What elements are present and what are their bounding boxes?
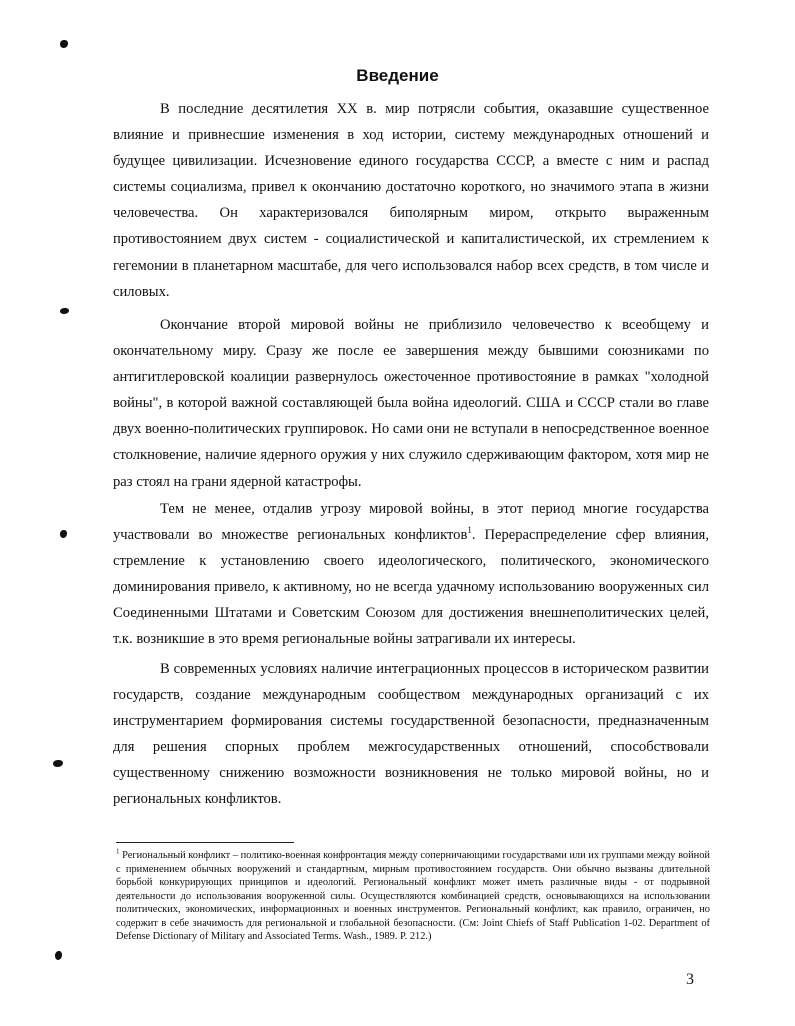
footnote [116, 849, 710, 944]
footnote-divider [116, 842, 294, 843]
paragraph-text-part: Перераспределение сфер влияния, стремление к установлению своего идеологического, политического, экономического доминирования привело, к активному, но не всегда удачному использованию вооруженных сил Соединенными Штатами и Советским Союзом для достижения внешнеполитических целей, т.к. возникшие в это время региональные войны затрагивали их интересы. [113, 527, 709, 648]
paragraph-text: В современных условиях наличие интеграционных процессов в историческом развитии государств, создание международным сообществом международных организаций с их инструментарием формирования системы государственной безопасности, предназначенным для решения спорных проблем межгосударственных отношений, способствовали существенному снижению возможности возникновения не только мировой войны, но и региональных конфликтов. [113, 661, 709, 808]
paragraph-text-part: Тем не менее, отдалив угрозу мировой войны, в этот период многие государства участвовали во множестве региональных конфликтов [113, 501, 709, 544]
paragraph-2 [113, 312, 709, 495]
paragraph-1 [113, 96, 709, 305]
footnote-reference: 1 [467, 525, 472, 536]
paragraph-4 [113, 656, 709, 813]
paragraph-text: Окончание второй мировой войны не приблизило человечество к всеобщему и окончательному миру. Сразу же после ее завершения между бывшими союзниками по антигитлеровской коалиции развернулось ожесточенное противостояние в рамках "холодной войны", в которой важной составляющей была война идеологий. США и СССР стали во главе двух военно-политических группировок. Но сами они не вступали в непосредственное военное столкновение, наличие ядерного оружия у них служило сдерживающим фактором, хотя мир не раз стоял на грани ядерной катастрофы. [113, 317, 709, 490]
scan-mark [55, 951, 62, 960]
scan-mark [60, 530, 67, 538]
paragraph-text: В последние десятилетия XX в. мир потрясли события, оказавшие существенное влияние и привнесшие изменения в ход истории, систему международных отношений и будущее цивилизации. Исчезновение единого государства СССР, а вместе с ним и распад системы социализма, привел к окончанию достаточно короткого, но значимого этапа в жизни человечества. Он характеризовался биполярным миром, открыто выраженным противостоянием двух систем - социалистической и капиталистической, их стремлением к гегемонии в планетарном масштабе, для чего использовался набор всех средств, в том числе и силовых. [113, 101, 709, 300]
footnote-marker: 1 [116, 847, 120, 856]
paragraph-text: Тем не менее, отдалив угрозу мировой войны, в этот период многие государства участвовали во множестве региональных конфликтов$^1$. Перераспределение сфер влияния, стремление к установлению своего идеологического, политического, экономического доминирования привело, к активному, но не всегда удачному использованию вооруженных сил Соединенными Штатами и Советским Союзом для достижения внешнеполитических целей, т.к. возникшие в это время региональные войны затрагивали их интересы. [113, 501, 709, 648]
scan-mark [53, 760, 63, 767]
footnote-text: Региональный конфликт – политико-военная конфронтация между соперничающими государствами или их группами между войной с применением обычных вооружений и стандартным, мирным противостоянием государств. Они обычно вызваны длительной борьбой конкурирующих принципов и идеологий. Региональный конфликт может иметь различные виды - от подрывной деятельности до использования вооруженной силы. Осуществляются комбинацией средств, основывающихся на использовании политических, экономических, информационных и военных инструментов. Региональный конфликт, как правило, ограничен, но содержит в себе значимость для региональной и глобальной безопасности. (См: Joint Chiefs of Staff Publication 1-02. Department of Defense Dictionary of Military and Associated Terms. Wash., 1989. P. 212.) [116, 850, 710, 942]
scan-mark [60, 40, 68, 48]
page-title: Введение [356, 66, 439, 85]
page-number: 3 [686, 971, 694, 988]
scan-mark [60, 308, 69, 314]
paragraph-3 [113, 496, 709, 653]
